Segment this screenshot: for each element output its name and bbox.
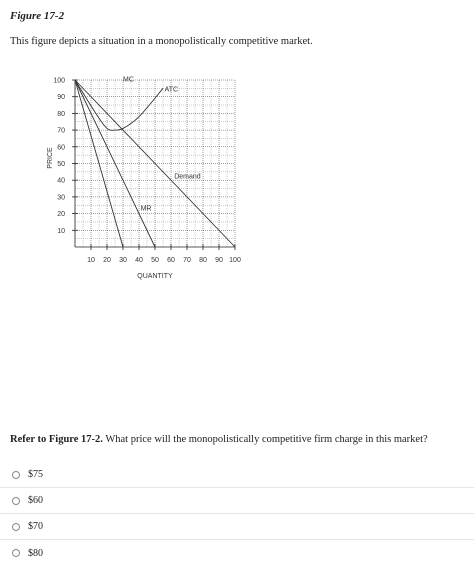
y-tick-label: 90 xyxy=(57,94,65,102)
x-tick-label: 60 xyxy=(167,257,175,264)
answer-option-label: $75 xyxy=(28,469,43,480)
answer-option-label: $60 xyxy=(28,495,43,506)
radio-button[interactable] xyxy=(12,471,20,479)
x-tick-label: 30 xyxy=(119,257,127,264)
y-tick-label: 20 xyxy=(57,211,65,219)
answer-option[interactable] xyxy=(0,514,474,540)
x-tick-label: 20 xyxy=(103,257,111,264)
y-tick-label: 70 xyxy=(57,127,65,135)
answer-option[interactable] xyxy=(0,540,474,566)
y-tick-label: 50 xyxy=(57,161,65,168)
curve-label-demand: Demand xyxy=(174,173,201,181)
economics-chart xyxy=(40,72,260,287)
radio-button[interactable] xyxy=(12,549,20,557)
y-tick-label: 40 xyxy=(57,177,65,185)
axes xyxy=(72,80,235,250)
curve-label-mc: MC xyxy=(123,76,134,84)
x-axis-label: QUANTITY xyxy=(137,273,173,280)
answer-options xyxy=(0,462,474,566)
answer-option[interactable] xyxy=(0,462,474,488)
radio-button[interactable] xyxy=(12,523,20,531)
figure-description: This figure depicts a situation in a monopolistically competitive market. xyxy=(10,36,313,47)
y-tick-label: 30 xyxy=(57,194,65,202)
x-tick-label: 10 xyxy=(87,257,95,264)
y-tick-label: 80 xyxy=(57,110,65,118)
question-body: What price will the monopolistically competitive firm charge in this market? xyxy=(102,434,428,445)
answer-option[interactable] xyxy=(0,488,474,514)
x-tick-label: 100 xyxy=(229,257,241,264)
answer-option-label: $70 xyxy=(28,521,43,532)
radio-button[interactable] xyxy=(12,497,20,505)
y-tick-label: 60 xyxy=(57,144,65,152)
question-figure-reference: Refer to Figure 17-2. xyxy=(10,434,103,445)
x-tick-label: 40 xyxy=(135,257,143,264)
y-axis-label: PRICE xyxy=(47,147,54,169)
answer-option-label: $80 xyxy=(28,547,43,559)
curve-label-mr: MR xyxy=(140,205,152,213)
x-tick-label: 90 xyxy=(215,257,223,264)
x-tick-label: 70 xyxy=(183,257,191,264)
x-tick-label: 50 xyxy=(151,257,159,264)
figure-title: Figure 17-2 xyxy=(10,10,65,22)
x-tick-label: 80 xyxy=(199,257,207,264)
chart-svg xyxy=(40,72,260,287)
curve-labels xyxy=(123,77,201,213)
question-text xyxy=(10,434,428,445)
y-tick-label: 100 xyxy=(53,77,65,85)
y-tick-label: 10 xyxy=(57,227,65,235)
curve-label-atc: ATC xyxy=(164,86,179,94)
